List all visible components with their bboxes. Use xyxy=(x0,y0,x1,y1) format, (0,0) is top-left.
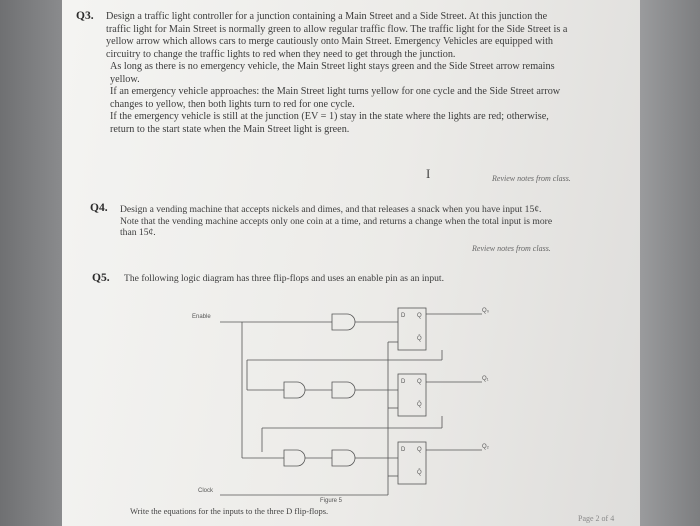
worksheet-page xyxy=(62,0,640,526)
and-gate-2a xyxy=(284,450,305,466)
and-gate-0 xyxy=(332,314,355,330)
ff0-d-label: D xyxy=(401,313,406,319)
q3-review-note: Review notes from class. xyxy=(492,174,571,183)
q3-normal-condition: As long as there is no emergency vehicle, the Main Street light stays green and the Side Street arrow remains yellow. xyxy=(110,61,555,85)
q4-review-note: Review notes from class. xyxy=(472,244,551,253)
q5-body: The following logic diagram has three flip-flops and uses an enable pin as an input. xyxy=(124,273,444,284)
ff0-qbar-label: Q̄ xyxy=(417,336,422,342)
q0-output-label: Q₀ xyxy=(482,308,490,314)
q5-number: Q5. xyxy=(92,272,110,284)
enable-label: Enable xyxy=(192,314,211,320)
and-gate-1b xyxy=(332,382,355,398)
and-gate-2b xyxy=(332,450,355,466)
q2-output-label: Q₂ xyxy=(482,444,489,450)
ff2-q-label: Q xyxy=(417,447,422,453)
ff2-d-label: D xyxy=(401,447,406,453)
left-bezel xyxy=(0,0,62,526)
q3-emergency-condition: If an emergency vehicle approaches: the Main Street light turns yellow for one cycle and the Side Street arrow changes to yellow, then both lights turn to red for one cycle. xyxy=(110,86,561,110)
and-gate-1a xyxy=(284,382,305,398)
q5-instruction: Write the equations for the inputs to the three D flip-flops. xyxy=(130,506,329,516)
right-bezel xyxy=(640,0,700,526)
clock-label: Clock xyxy=(198,488,214,494)
logic-diagram xyxy=(62,290,640,510)
ff1-d-label: D xyxy=(401,379,406,385)
text-cursor-icon: I xyxy=(426,166,431,181)
figure-label: Figure 5 xyxy=(320,498,343,504)
ff0-q-label: Q xyxy=(417,313,422,319)
ff2-qbar-label: Q̄ xyxy=(417,470,422,476)
q3-number: Q3. xyxy=(76,10,94,22)
q3-intro: Design a traffic light controller for a junction containing a Main Street and a Side Street. At this junction the traffic light for Main Street is normally green to allow regular traffic flow. The traffic light for the Side Street is a yellow arrow which allows cars to merge cautiously onto Main Street. Emergency Vehicles are equipped with circuitry to change the traffic lights to red when they need to get through the junction. xyxy=(106,11,568,60)
q4-number: Q4. xyxy=(90,202,108,214)
ff1-q-label: Q xyxy=(417,379,422,385)
q1-output-label: Q₁ xyxy=(482,376,489,382)
q3-body xyxy=(106,11,574,136)
q4-body: Design a vending machine that accepts nickels and dimes, and that releases a snack when you have input 15¢. Note that the vending machine accepts only one coin at a time, and returns a change when the total input is more than 15¢. xyxy=(120,204,553,238)
q3-still-emergency-condition: If the emergency vehicle is still at the junction (EV = 1) stay in the state where the lights are red; otherwise, return to the start state when the Main Street light is green. xyxy=(110,111,549,135)
page-number: Page 2 of 4 xyxy=(578,514,615,523)
ff1-qbar-label: Q̄ xyxy=(417,402,422,408)
